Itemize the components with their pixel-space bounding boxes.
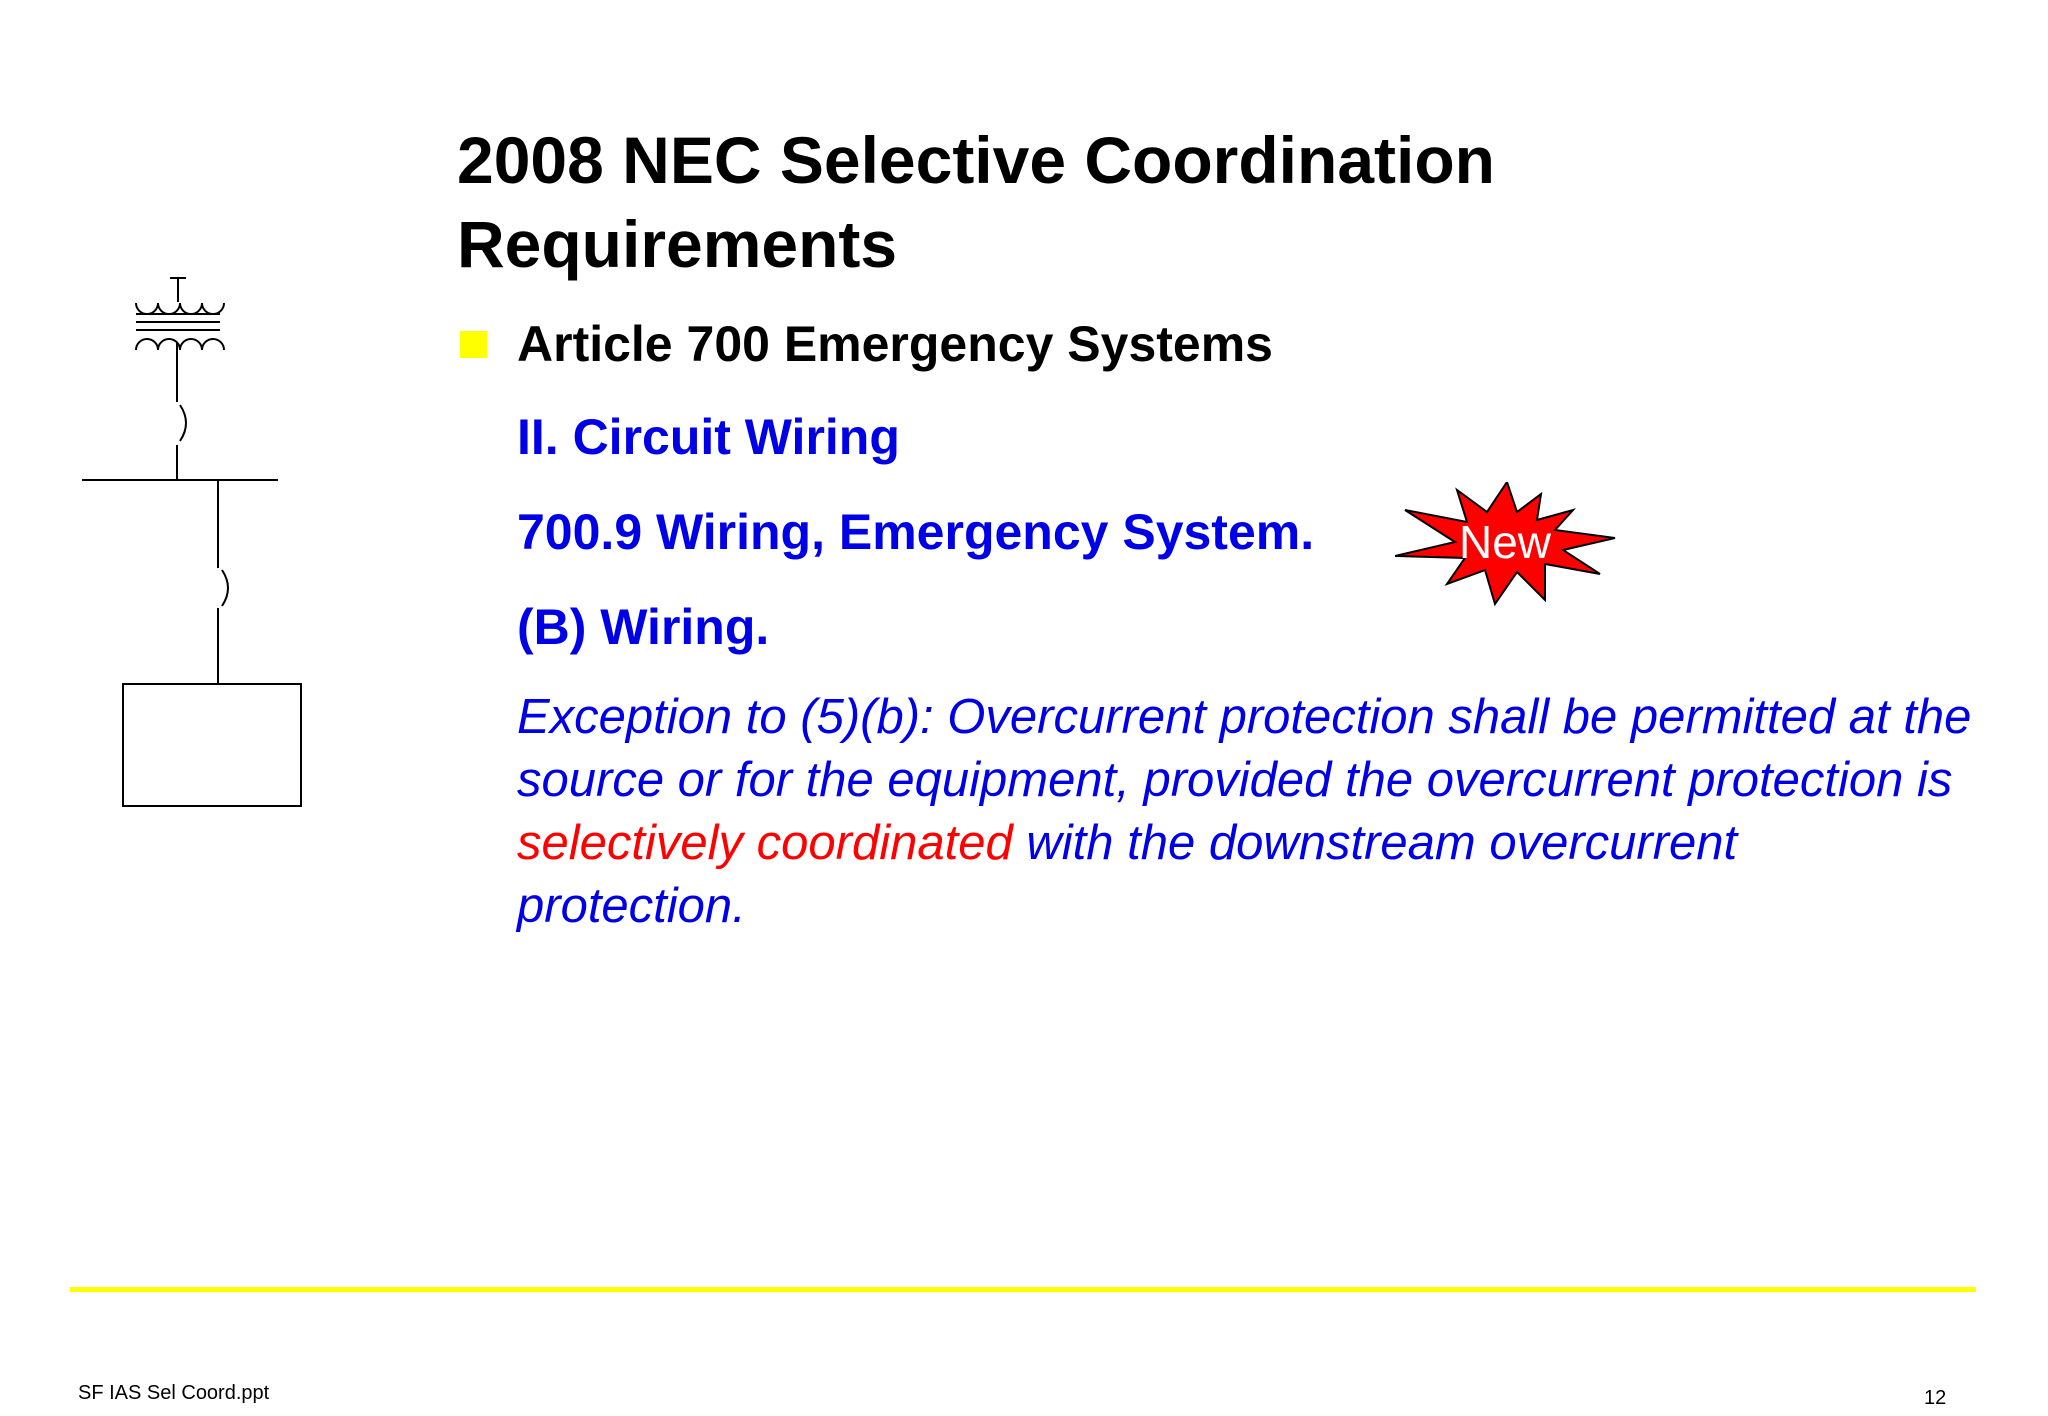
exception-paragraph	[517, 686, 1977, 938]
new-badge-label: New	[1458, 516, 1552, 568]
exception-text-part2: with the downstream overcurrent protection.	[517, 816, 1738, 933]
one-line-diagram-icon	[70, 270, 330, 820]
footer-divider	[70, 1287, 1976, 1292]
slide-title: 2008 NEC Selective Coordination Requirements	[457, 123, 1495, 281]
footer-filename: SF IAS Sel Coord.ppt	[78, 1382, 270, 1404]
bullet-text: Article 700 Emergency Systems	[517, 316, 1273, 372]
sub-heading: (B) Wiring.	[517, 599, 770, 655]
starburst-icon	[1395, 482, 1620, 607]
bullet-item	[460, 312, 1273, 376]
exception-highlight: selectively coordinated	[517, 816, 1013, 870]
article-heading: 700.9 Wiring, Emergency System.	[517, 504, 1315, 560]
section-heading: II. Circuit Wiring	[517, 409, 900, 465]
exception-text-part1: Exception to (5)(b): Overcurrent protection shall be permitted at the source or for the equipment, provided the overcurrent protection is	[517, 690, 1972, 807]
bullet-square-icon	[460, 331, 487, 358]
page-number: 12	[1924, 1387, 1947, 1409]
